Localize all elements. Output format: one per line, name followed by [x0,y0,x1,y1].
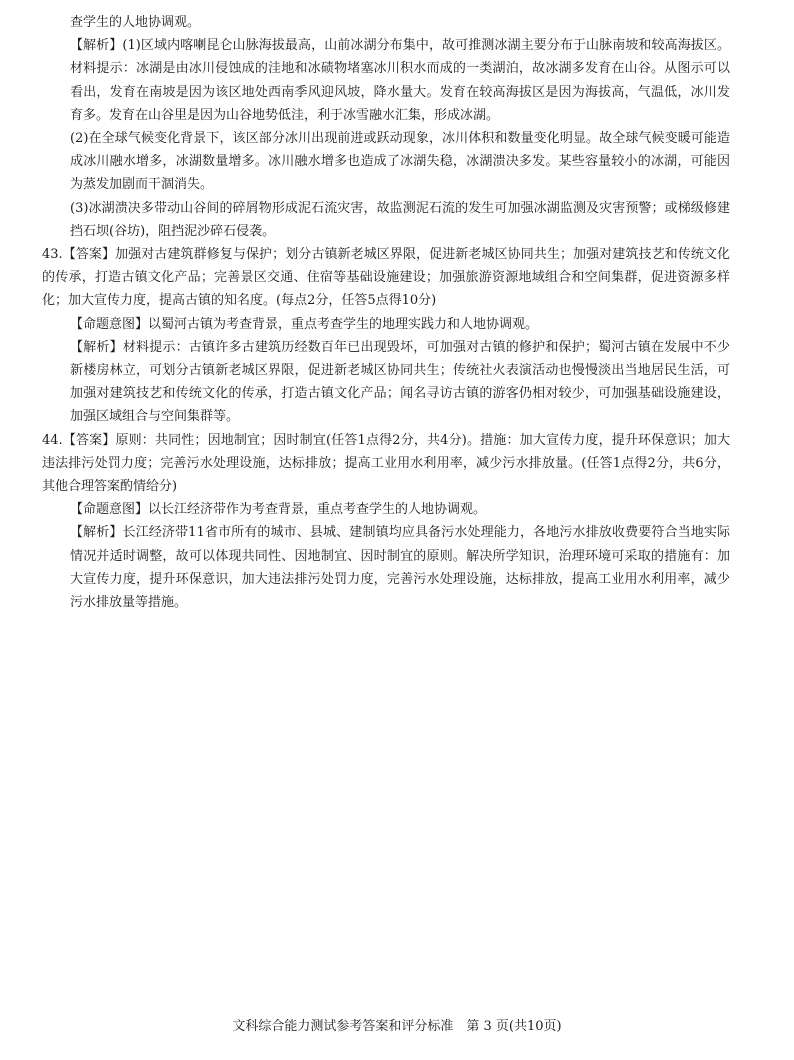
q44-answer: 44.【答案】原则：共同性；因地制宜；因时制宜(任答1点得2分，共4分)。措施：加大宣传力度，提升环保意识；加大违法排污处罚力度；完善污水处理设施，达标排放；提高工业用水利用率，减少污水排放量。(任答1点得2分，共6分，其他合理答案酌情给分) [42,432,730,495]
q43-analysis: 【解析】材料提示：古镇许多古建筑历经数百年已出现毁坏，可加强对古镇的修护和保护；蜀河古镇在发展中不少新楼房林立，可划分古镇新老城区界限，促进新老城区协同共生；传统社火表演活动也慢慢淡出当地居民生活，可加强对建筑技艺和传统文化的传承，打造古镇文化产品；闻名寻访古镇的游客仍相对较少，可加强基础设施建设，加强区域组合与空间集群等。 [70,339,730,425]
continued-text: 查学生的人地协调观。 [70,15,201,30]
answer-content [42,11,730,614]
q42-analysis-part3: (3)冰湖溃决多带动山谷间的碎屑物形成泥石流灾害，故监测泥石流的发生可加强冰湖监测及灾害预警；或梯级修建挡石坝(谷坊)，阻挡泥沙碎石侵袭。 [70,200,730,239]
q44-intent: 【命题意图】以长江经济带作为考查背景，重点考查学生的人地协调观。 [70,502,487,518]
q42-analysis-part2: (2)在全球气候变化背景下，该区部分冰川出现前进或跃动现象，冰川体积和数量变化明显。故全球气候变暖可能造成冰川融水增多，冰湖数量增多。冰川融水增多也造成了冰湖失稳，冰湖溃决多发。某些容量较小的冰湖，可能因为蒸发加剧而干涸消失。 [70,131,730,193]
q43-intent: 【命题意图】以蜀河古镇为考查背景，重点考查学生的地理实践力和人地协调观。 [70,316,539,332]
q42-analysis-part1: 【解析】(1)区域内喀喇昆仑山脉海拔最高，山前冰湖分布集中，故可推测冰湖主要分布于山脉南坡和较高海拔区。材料提示：冰湖是由冰川侵蚀成的洼地和冰碛物堵塞冰川积水而成的一类湖泊，故冰湖多发育在山谷。从图示可以看出，发育在南坡是因为该区地处西南季风迎风坡，降水量大。发育在较高海拔区是因为海拔高，气温低，冰川发育多。发育在山谷里是因为山谷地势低洼，利于冰雪融水汇集，形成冰湖。 [70,38,730,123]
page-footer: 文科综合能力测试参考答案和评分标准 第 3 页(共10页) [232,1019,562,1034]
q44-analysis: 【解析】长江经济带11省市所有的城市、县城、建制镇均应具备污水处理能力，各地污水排放收费要符合当地实际情况并适时调整，故可以体现共同性、因地制宜、因时制宜的原则。解决所学知识，治理环境可采取的措施有：加大宣传力度，提升环保意识，加大违法排污处罚力度，完善污水处理设施，达标排放，提高工业用水利用率，减少污水排放量等措施。 [70,525,730,611]
q43-answer: 43.【答案】加强对古建筑群修复与保护；划分古镇新老城区界限，促进新老城区协同共生；加强对建筑技艺和传统文化的传承，打造古镇文化产品；完善景区交通、住宿等基础设施建设；加强旅游资源地域组合和空间集群，促进资源多样化；加大宣传力度，提高古镇的知名度。(每点2分，任答5点得10分) [42,247,730,309]
